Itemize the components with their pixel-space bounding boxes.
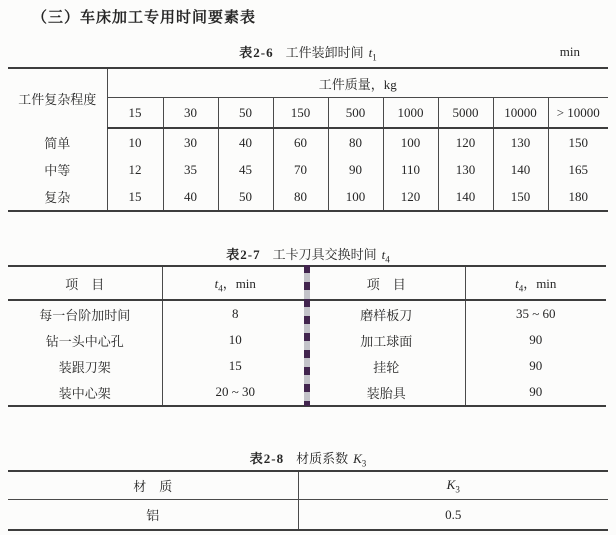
t27-item-cell: 挂轮 [373,359,400,375]
t26-span-header: 工件质量，kg [107,68,608,98]
t26-value-cell: 50 [218,183,273,211]
t26-value-cell: 150 [493,183,548,211]
t26-mass-header: 5000 [438,98,493,129]
table-2-8-caption-title: 材质系数 [296,451,349,466]
t26-value-cell: 40 [218,128,273,156]
t26-mass-header: 150 [273,98,328,129]
t26-corner-header: 工件复杂程度 [18,92,97,107]
t27-item-header: 项 目 [308,266,465,300]
t26-value-cell: 120 [438,128,493,156]
t27-item-cell: 装中心架 [58,385,111,401]
t26-row-label: 简单 [44,135,71,151]
t4-symbol: $t_4$ [381,247,390,265]
table-2-6-workpiece-loading-time [8,67,608,212]
t28-value-cell: 0.5 [298,500,608,531]
table-2-7-caption-title: 工卡刀具交换时间 [272,247,377,262]
t26-mass-header: 50 [218,98,273,129]
t27-item-cell: 装跟刀架 [58,359,111,375]
t27-item-cell: 加工球面 [360,333,413,349]
t26-value-cell: 130 [438,156,493,183]
table-2-8-material-coefficient [8,470,608,531]
t27-value-cell: 90 [465,353,606,379]
t27-value-cell: 10 [162,327,308,353]
t26-row-label: 中等 [44,163,71,178]
table-2-8-caption [8,448,608,469]
t27-value-cell: 8 [162,300,308,327]
t27-value-cell: 90 [465,327,606,353]
t27-item-header: 项 目 [8,266,162,300]
t26-value-cell: 30 [163,128,218,156]
table-2-7-caption [8,244,608,265]
t26-value-cell: 60 [273,128,328,156]
table-2-6-caption-number: 表2-6 [239,45,274,60]
t26-mass-header: 500 [328,98,383,129]
table-2-6-caption [8,42,608,63]
t26-mass-header: 1000 [383,98,438,129]
section-heading: （三）车床加工专用时间要素表 [32,9,257,26]
t27-value-cell: 15 [162,353,308,379]
t26-value-cell: 70 [273,156,328,183]
t26-value-cell: 165 [548,156,608,183]
t26-value-cell: 80 [273,183,328,211]
t28-material-header: 材 质 [8,471,298,500]
t27-item-cell: 钻一头中心孔 [45,333,124,349]
t26-mass-header: 15 [107,98,163,129]
table-2-6-caption-title: 工件装卸时间 [285,45,364,60]
t26-value-cell: 100 [328,183,383,211]
t26-value-cell: 15 [107,183,163,211]
unit-label: min [559,44,580,59]
t27-time-header: $t_4$，min [465,266,606,300]
t28-coefficient-header: $K_3$ [298,471,608,500]
t26-value-cell: 90 [328,156,383,183]
t26-value-cell: 45 [218,156,273,183]
t26-mass-header: > 10000 [548,98,608,129]
t26-value-cell: 180 [548,183,608,211]
t26-value-cell: 100 [383,128,438,156]
t26-value-cell: 140 [438,183,493,211]
t27-item-cell: 磨样板刀 [360,307,413,323]
t26-value-cell: 110 [383,156,438,183]
t26-value-cell: 130 [493,128,548,156]
t28-material-cell: 铝 [146,508,160,523]
k3-symbol: $K_3$ [353,451,367,469]
t27-item-cell: 装胎具 [366,385,406,401]
t26-value-cell: 120 [383,183,438,211]
t26-value-cell: 80 [328,128,383,156]
t26-value-cell: 40 [163,183,218,211]
t26-value-cell: 140 [493,156,548,183]
table-2-8-caption-number: 表2-8 [249,451,285,466]
t1-symbol: $t_1$ [368,45,377,63]
t26-value-cell: 10 [107,128,163,156]
t26-mass-header: 10000 [493,98,548,129]
t26-value-cell: 150 [548,128,608,156]
t26-mass-header: 30 [163,98,218,129]
t26-value-cell: 35 [163,156,218,183]
table-2-7-caption-number: 表2-7 [226,247,261,262]
t27-time-header: $t_4$，min [162,266,308,300]
t26-value-cell: 12 [107,156,163,183]
t27-value-cell: 35 ~ 60 [465,300,606,327]
t27-value-cell: 90 [465,379,606,406]
t26-row-label: 复杂 [44,190,71,205]
scan-artifact-stripe [304,265,310,406]
t27-value-cell: 20 ~ 30 [162,379,308,406]
t27-item-cell: 每一台阶加时间 [39,307,131,323]
